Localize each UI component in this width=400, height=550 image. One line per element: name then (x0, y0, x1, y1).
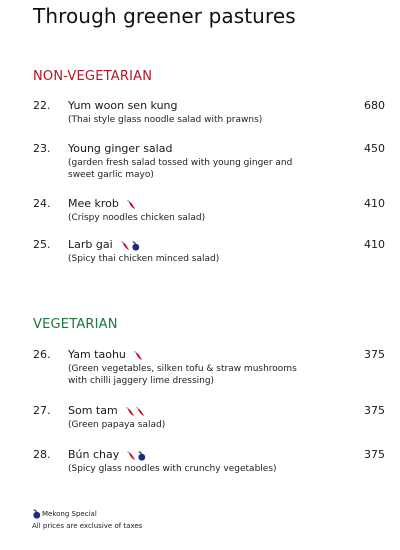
chilli-icon (126, 407, 135, 417)
item-number: 25. (33, 238, 51, 251)
legend-mekong-special (32, 509, 97, 519)
item-price: 410 (364, 197, 385, 210)
chilli-icon (121, 241, 130, 251)
item-price: 680 (364, 99, 385, 112)
item-name: Young ginger salad (68, 142, 173, 155)
legend-label: Mekong Special (42, 510, 97, 518)
item-number: 24. (33, 197, 51, 210)
mekong-special-icon (32, 509, 41, 519)
item-price: 410 (364, 238, 385, 251)
item-number: 26. (33, 348, 51, 361)
tax-note: All prices are exclusive of taxes (32, 522, 143, 530)
mekong-special-icon (137, 451, 146, 461)
item-name: Yum woon sen kung (68, 99, 178, 112)
page-title: Through greener pastures (33, 4, 296, 28)
mekong-special-icon (131, 241, 140, 251)
item-description: (Thai style glass noodle salad with prawns) (68, 115, 263, 125)
item-price: 375 (364, 348, 385, 361)
section-heading-vegetarian: VEGETARIAN (33, 317, 118, 332)
item-price: 375 (364, 448, 385, 461)
item-description: (Green vegetables, silken tofu & straw mushrooms with chilli jaggery lime dressing) (68, 364, 297, 386)
item-description: (Crispy noodles chicken salad) (68, 213, 206, 223)
item-icons (127, 198, 137, 211)
item-number: 27. (33, 404, 51, 417)
chilli-icon (134, 351, 143, 361)
item-number: 23. (33, 142, 51, 155)
chilli-icon (127, 451, 136, 461)
item-icons (134, 349, 144, 362)
item-price: 375 (364, 404, 385, 417)
item-name: Larb gai (68, 238, 141, 252)
item-name: Yam taohu (68, 348, 144, 362)
item-name: Mee krob (68, 197, 137, 211)
chilli-icon (127, 200, 136, 210)
item-name: Bún chay (68, 448, 147, 462)
item-icons (121, 239, 141, 252)
section-heading-non-vegetarian: NON-VEGETARIAN (33, 69, 153, 84)
item-price: 450 (364, 142, 385, 155)
item-icons (32, 509, 42, 519)
item-description: (Spicy thai chicken minced salad) (68, 254, 220, 264)
item-description: (garden fresh salad tossed with young ginger and sweet garlic mayo) (68, 158, 293, 180)
item-number: 22. (33, 99, 51, 112)
item-description: (Spicy glass noodles with crunchy vegetables) (68, 464, 277, 474)
item-number: 28. (33, 448, 51, 461)
item-icons (126, 405, 146, 418)
item-icons (127, 449, 147, 462)
chilli-icon (136, 407, 145, 417)
item-description: (Green papaya salad) (68, 420, 166, 430)
item-name: Som tam (68, 404, 146, 418)
